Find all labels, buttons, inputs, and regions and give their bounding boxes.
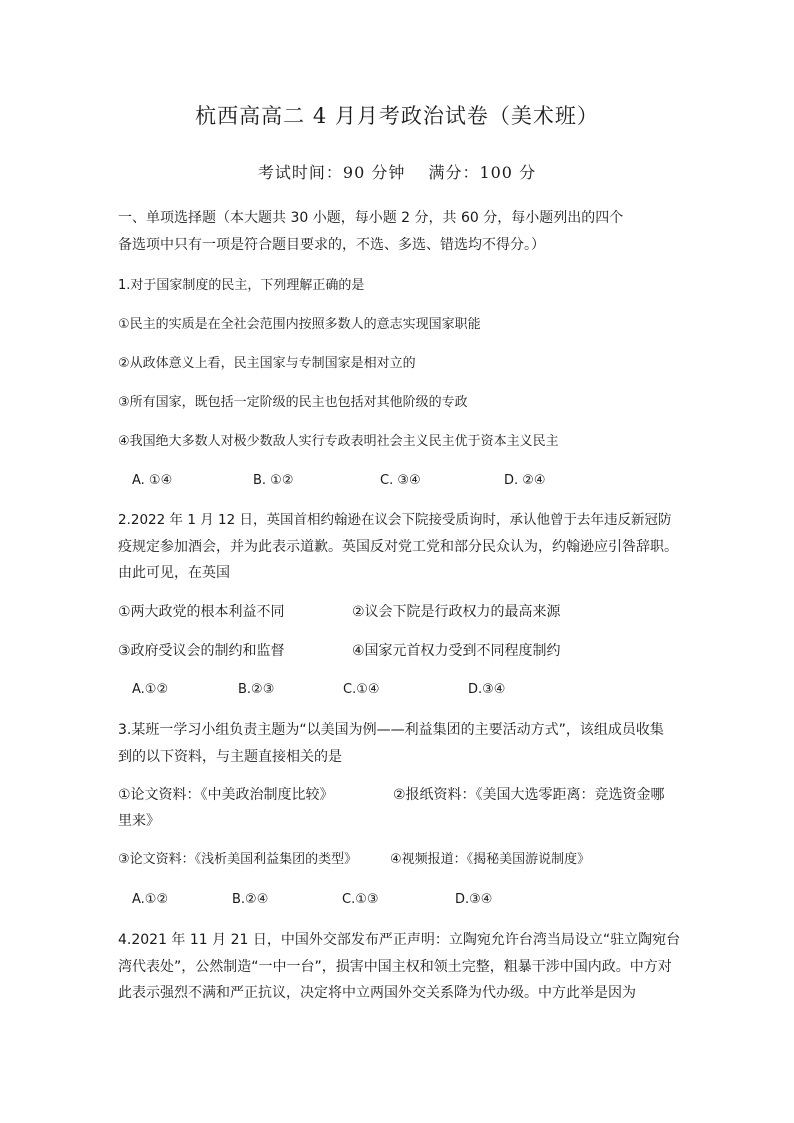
exam-subtitle: 考试时间：90 分钟 满分：100 分 [257, 163, 537, 182]
q2-stem-line2: 疫规定参加酒会，并为此表示道歉。英国反对党工党和部分民众认为，约翰逊应引咎辞职。 [118, 539, 678, 555]
q4-stem-line1: 4.2021 年 11 月 21 日，中国外交部发布严正声明：立陶宛允许台湾当局设立“驻立陶宛台 [118, 932, 681, 948]
q3-statement-3: ③论文资料：《浅析美国利益集团的类型》 [118, 852, 358, 867]
q3-option-a: A.①② [132, 892, 169, 907]
q1-statement-3: ③所有国家，既包括一定阶级的民主也包括对其他阶级的专政 [118, 395, 468, 410]
q2-option-d: D.③④ [468, 682, 506, 697]
q2-statement-1: ①两大政党的根本利益不同 [118, 604, 285, 620]
q2-stem-line1: 2.2022 年 1 月 12 日，英国首相约翰逊在议会下院接受质询时，承认他曾于去年违反新冠防 [118, 512, 672, 528]
q1-stem: 1.对于国家制度的民主，下列理解正确的是 [118, 278, 365, 293]
q2-option-c: C.①④ [343, 682, 380, 697]
q2-statement-4: ④国家元首权力受到不同程度制约 [352, 643, 561, 659]
q1-statement-1: ①民主的实质是在全社会范围内按照多数人的意志实现国家职能 [118, 317, 481, 332]
q2-statement-3: ③政府受议会的制约和监督 [118, 643, 285, 659]
q2-option-a: A.①② [132, 682, 169, 697]
q1-statement-2: ②从政体意义上看，民主国家与专制国家是相对立的 [118, 356, 416, 371]
q3-statement-2: ②报纸资料：《美国大选零距离：竞选资金哪 [393, 787, 665, 803]
section-heading-line2: 备选项中只有一项是符合题目要求的，不选、多选、错选均不得分。） [118, 237, 545, 253]
q4-stem-line3: 此表示强烈不满和严正抗议，决定将中立两国外交关系降为代办级。中方此举是因为 [118, 985, 636, 1001]
q2-stem-line3: 由此可见，在英国 [118, 565, 230, 581]
q1-option-a: A. ①④ [132, 473, 173, 488]
q3-option-d: D.③④ [455, 892, 493, 907]
q1-statement-4: ④我国绝大多数人对极少数敌人实行专政表明社会主义民主优于资本主义民主 [118, 434, 559, 449]
q4-stem-line2: 湾代表处”，公然制造“一中一台”，损害中国主权和领土完整，粗暴干涉中国内政。中方对 [118, 959, 672, 975]
q3-statement-1: ①论文资料：《中美政治制度比较》 [118, 787, 334, 803]
q3-statement-2-cont: 里来》 [118, 813, 160, 829]
exam-title: 杭西高高二 4 月月考政治试卷（美术班） [195, 104, 599, 128]
q1-option-b: B. ①② [253, 473, 294, 488]
q3-option-c: C.①③ [342, 892, 379, 907]
q3-statement-4: ④视频报道：《揭秘美国游说制度》 [390, 852, 591, 867]
q3-stem-line2: 到的以下资料，与主题直接相关的是 [118, 749, 342, 765]
section-heading-line1: 一、单项选择题（本大题共 30 小题，每小题 2 分，共 60 分，每小题列出的四个 [118, 210, 624, 226]
q2-statement-2: ②议会下院是行政权力的最高来源 [352, 604, 561, 620]
q3-option-b: B.②④ [232, 892, 269, 907]
q1-option-c: C. ③④ [380, 473, 421, 488]
q2-option-b: B.②③ [238, 682, 275, 697]
q1-option-d: D. ②④ [504, 473, 546, 488]
q3-stem-line1: 3.某班一学习小组负责主题为“以美国为例——利益集团的主要活动方式”，该组成员收集 [118, 722, 664, 738]
